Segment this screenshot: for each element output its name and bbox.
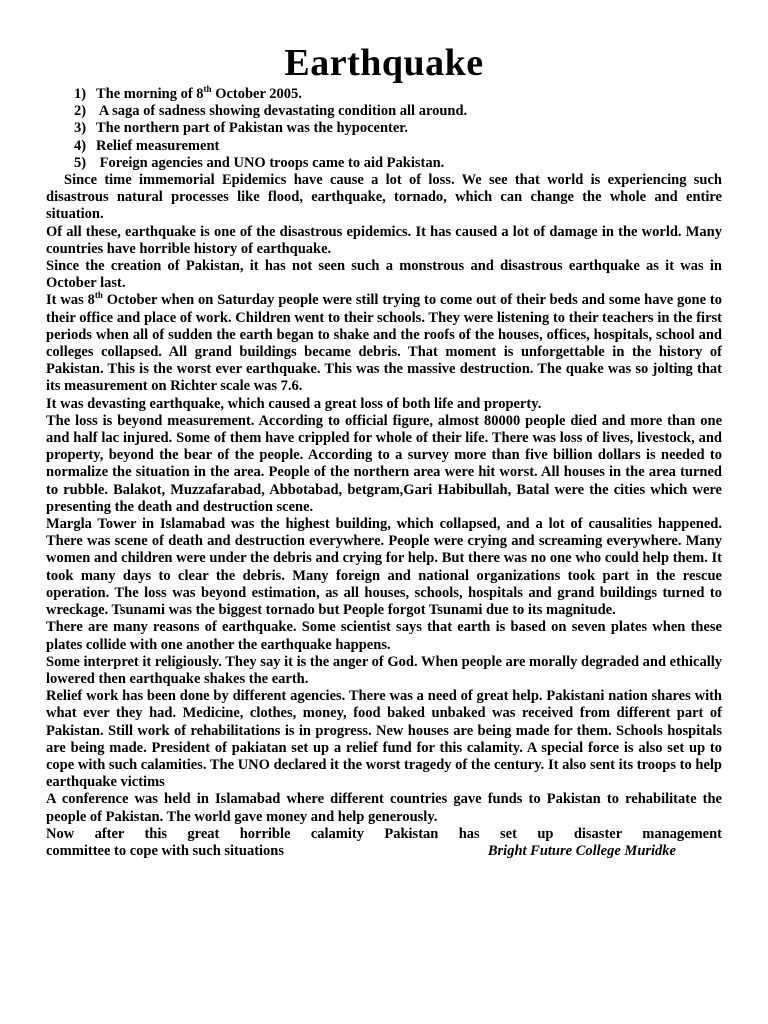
- outline-item: [74, 138, 722, 155]
- outline-item: [74, 86, 722, 103]
- body-paragraph: Of all these, earthquake is one of the disastrous epidemics. It has caused a lot of damage in the world. Many countries have horrible history of earthquake.: [46, 223, 722, 257]
- body-paragraph: Margla Tower in Islamabad was the highest building, which collapsed, and a lot of causalities happened. There was scene of death and destruction everywhere. People were crying and screaming everywhere. Many women and children were under the debris and crying for help. But there was no one who could help them. It took many days to clear the debris. Many foreign and national organizations took part in the rescue operation. The loss was beyond estimation, as all houses, schools, hospitals and grand buildings turned to wreckage. Tsunami was the biggest tornado but People forgot Tsunami due to its magnitude.: [46, 516, 722, 619]
- document-page: [46, 40, 722, 860]
- ordinal-suffix: th: [203, 84, 212, 95]
- outline-text: October 2005.: [211, 86, 302, 102]
- body-paragraph: Since time immemorial Epidemics have cause a lot of loss. We see that world is experiencing such disastrous natural processes like flood, earthquake, tornado, which can change the whole and entire situation.: [46, 172, 722, 223]
- body-paragraph: Relief work has been done by different agencies. There was a need of great help. Pakistani nation shares with what ever they had. Medicine, clothes, money, food baked unbaked was received from different part of Pakistan. Still work of rehabilitations is in progress. New houses are being made for them. Schools hospitals are being made. President of pakiatan set up a relief fund for this calamity. A special force is also set up to cope with such calamities. The UNO declared it the worst tragedy of the century. It also sent its troops to help earthquake victims: [46, 688, 722, 791]
- outline-number: 5): [74, 154, 87, 171]
- closing-text: committee to cope with such situations: [46, 842, 285, 859]
- body-paragraph: The loss is beyond measurement. According to official figure, almost 80000 people died and more than one and half lac injured. Some of them have crippled for whole of their life. There was loss of lives, livestock, and property, beyond the bear of the people. According to a survey more than five billion dollars is needed to normalize the situation in the area. People of the northern area were hit worst. All houses in the area turned to rubble. Balakot, Muzzafarabad, Abbotabad, betgram,Gari Habibullah, Batal were the cities which were presenting the death and destruction scene.: [46, 412, 722, 515]
- outline-text: Relief measurement: [96, 137, 220, 154]
- paragraph-text: It was 8: [46, 292, 95, 309]
- closing-line: [46, 843, 722, 860]
- outline-text: Foreign agencies and UNO troops came to aid Pakistan.: [96, 154, 445, 171]
- outline-number: 2): [74, 103, 87, 120]
- outline-number: 4): [74, 137, 87, 154]
- body-paragraph: It was devasting earthquake, which caused a great loss of both life and property.: [46, 395, 542, 412]
- outline-item: [74, 120, 722, 137]
- body-paragraph: A conference was held in Islamabad where different countries gave funds to Pakistan to rehabilitate the people of Pakistan. The world gave money and help generously.: [46, 791, 722, 825]
- outline-number: 1): [74, 86, 87, 102]
- body-paragraph: Now after this great horrible calamity Pakistan has set up disaster management: [46, 825, 722, 842]
- outline-item: [74, 103, 722, 120]
- signature: Bright Future College Muridke: [487, 842, 676, 859]
- body-paragraph: [46, 292, 722, 395]
- outline-text: The morning of 8: [96, 86, 204, 102]
- ordinal-suffix: th: [94, 290, 103, 301]
- outline-list: [46, 86, 722, 172]
- page-title: Earthquake: [284, 42, 484, 84]
- body-paragraph: Some interpret it religiously. They say it is the anger of God. When people are morally degraded and ethically lowered then earthquake shakes the earth.: [46, 653, 722, 687]
- outline-text: A saga of sadness showing devastating condition all around.: [96, 103, 468, 120]
- outline-number: 3): [74, 120, 87, 137]
- paragraph-text: October when on Saturday people were still trying to come out of their beds and some have gone to their office and place of work. Children went to their schools. They were listening to their teachers in the first periods when all of sudden the earth began to shake and the roofs of the houses, offices, hospitals, school and colleges collapsed. All grand buildings became debris. That moment is unforgettable in the history of Pakistan. This is the worst ever earthquake. This was the massive destruction. The quake was so jolting that its measurement on Richter scale was 7.6.: [46, 292, 722, 395]
- body-paragraph: There are many reasons of earthquake. Some scientist says that earth is based on seven plates when these plates collide with one another the earthquake happens.: [46, 619, 722, 653]
- outline-item: [74, 155, 722, 172]
- outline-text: The northern part of Pakistan was the hypocenter.: [96, 120, 409, 137]
- body-paragraph: Since the creation of Pakistan, it has not seen such a monstrous and disastrous earthquake as it was in October last.: [46, 258, 722, 292]
